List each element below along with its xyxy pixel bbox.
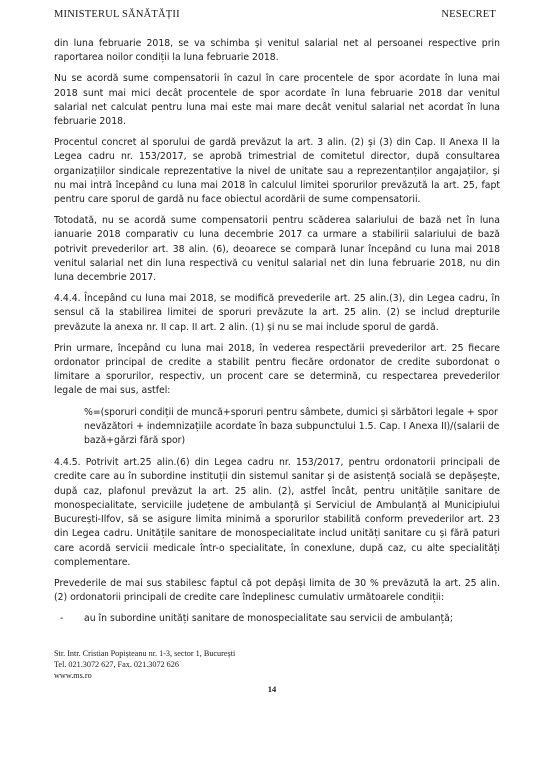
- bullet-marker: -: [60, 613, 64, 625]
- section-4-4-4: 4.4.4. Începând cu luna mai 2018, se modifică prevederile art. 25 alin.(3), din Legea cadru, în sensul că la stabilirea limitei de sporuri prevăzute la art. 25 alin. (2) se includ drepturile prevăzute la anexa nr. II cap. II art. 2 alin. (1) și nu se mai include sporul de gardă.: [54, 293, 500, 333]
- ministry-name: MINISTERUL SĂNĂTĂȚII: [54, 9, 180, 20]
- document-body: [54, 37, 500, 627]
- footer-website: www.ms.ro: [54, 671, 92, 680]
- spor-formula: %=(sporuri condiții de muncă+sporuri pentru sâmbete, dumici și sărbători legale + spor nevăzători + indemnizațiile acordate în baza subpunctului 1.5. Cap. I Anexa II)/(salarii de bază+gărzi fără spor): [84, 406, 500, 447]
- footer-address: Str. Intr. Cristian Popișteanu nr. 1-3, sector 1, București: [54, 649, 236, 658]
- footer-phone: Tel. 021.3072 627, Fax. 021.3072 626: [54, 660, 179, 669]
- paragraph: Prevederile de mai sus stabilesc faptul că pot depăși limita de 30 % prevăzută la art. 25 alin. (2) ordonatorii principali de credite care îndeplinesc cumulativ următoarele condiții:: [54, 577, 500, 604]
- classification-label: NESECRET: [441, 9, 496, 20]
- paragraph: Totodată, nu se acordă sume compensatorii pentru scăderea salariului de bază net în luna ianuarie 2018 comparativ cu luna decembrie 2017 ca urmare a stabilirii salariului de bază potrivit prevederilor art. 38 alin. (6), deoarece se compară lunar începând cu luna mai 2018 venitul salarial net din luna respectivă cu venitul salarial net din luna februarie 2018, nu din luna decembrie 2017.: [54, 215, 500, 284]
- page-footer: [54, 648, 235, 681]
- paragraph: din luna februarie 2018, se va schimba și venitul salarial net al persoanei respective prin raportarea noilor condiții la luna februarie 2018.: [54, 38, 500, 64]
- list-item: [54, 612, 500, 626]
- paragraph: Procentul concret al sporului de gardă prevăzut la art. 3 alin. (2) și (3) din Cap. II Anexa II la Legea cadru nr. 153/2017, se aprobă trimestrial de comitetul director, după consultarea organizațiilor sindicale reprezentative la nivel de unitate sau a reprezentanților angajaților, și nu mai intră începând cu luna mai 2018 în calculul limitei sporurilor prevăzută la art. 25, fapt pentru care sporul de gardă nu face obiectul acordării de sume compensatorii.: [54, 137, 500, 206]
- paragraph: Prin urmare, începând cu luna mai 2018, în vederea respectării prevederilor art. 25 fiecare ordonator principal de credite a stabilit pentru fiecăre ordonator de credite subordonat o limitare a sporurilor, respectiv, un procent care se determină, cu respectarea prevederilor legale de mai sus, astfel:: [54, 342, 500, 397]
- page-number: 14: [267, 684, 277, 694]
- section-4-4-5: 4.4.5. Potrivit art.25 alin.(6) din Legea cadru nr. 153/2017, pentru ordonatorii principali de credite care au în subordine instituții din sistemul sanitar și de asistență socială se depășește, după caz, plafonul prevăzut la art. 25 alin. (2), astfel încât, pentru unitățile sanitare de monospecialitate, serviciile județene de ambulanță și Serviciul de Ambulanță al Municipiului București-Ilfov, să se asigure limita minimă a sporurilor stabilită conform prevederilor art. 23 din Legea cadru. Unitățile sanitare de monospecialitate includ unități sanitare cu și fără paturi care acordă servicii medicale într-o specialitate, în conexlune, după caz, cu alte specialități complementare.: [54, 457, 500, 568]
- list-item-text: au în subordine unități sanitare de monospecialitate sau servicii de ambulanță;: [84, 613, 454, 625]
- paragraph: Nu se acordă sume compensatorii în cazul în care procentele de spor acordate în luna mai 2018 sunt mai mici decât procentele de spor acordate în luna februarie 2018 dar venitul salarial net calculat pentru luna mai este mai mare decât venitul salarial net acordat în luna februarie 2018.: [54, 73, 500, 128]
